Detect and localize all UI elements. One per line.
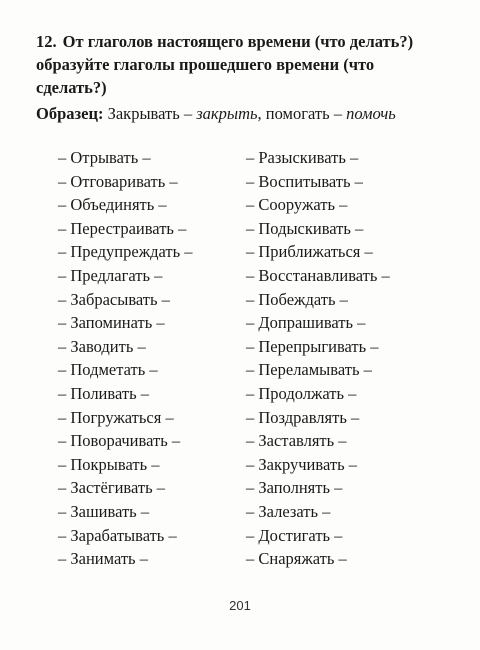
list-item: – Допрашивать –	[246, 313, 366, 333]
list-item: – Поворачивать –	[58, 431, 181, 451]
list-item: – Разыскивать –	[246, 148, 359, 167]
list-item: – Заводить –	[58, 336, 146, 356]
list-item: – Запоминать –	[58, 313, 165, 333]
list-item: – Заставлять –	[246, 431, 347, 451]
list-item: – Закручивать –	[246, 454, 357, 474]
list-item: – Объединять –	[58, 195, 167, 215]
right-verb-column	[246, 146, 390, 571]
list-item: – Зарабатывать –	[58, 525, 177, 545]
exercise-heading	[36, 30, 448, 99]
sample-pair1-result: закрыть	[196, 104, 258, 123]
list-item: – Достигать –	[246, 525, 343, 545]
exercise-number: 12.	[36, 32, 57, 51]
list-item: – Отговаривать –	[58, 171, 178, 191]
list-item: – Погружаться –	[58, 407, 174, 427]
list-item: – Поздравлять –	[246, 407, 360, 427]
list-item: – Воспитывать –	[246, 171, 363, 191]
sample-pair1-base: Закрывать –	[107, 104, 193, 123]
sample-pair2-base: помогать –	[265, 104, 342, 123]
exercise-instruction: От глаголов настоящего времени (что делать?) образуйте глаголы прошедшего времени (что сделать?)	[36, 32, 414, 97]
list-item: – Занимать –	[58, 549, 148, 569]
list-item: – Сооружать –	[246, 195, 348, 215]
list-item: – Отрывать –	[58, 148, 151, 167]
sample-separator: ,	[257, 104, 262, 123]
list-item: – Застёгивать –	[58, 478, 166, 498]
list-item: – Перестраивать –	[58, 218, 187, 238]
list-item: – Предупреждать –	[58, 242, 193, 262]
list-item: – Приближаться –	[246, 242, 373, 262]
sample-label: Образец:	[36, 104, 104, 123]
left-verb-column	[58, 146, 193, 571]
list-item: – Перепрыгивать –	[246, 336, 379, 356]
list-item: – Заполнять –	[246, 478, 343, 498]
list-item: – Подыскивать –	[246, 218, 364, 238]
list-item: – Предлагать –	[58, 265, 163, 285]
list-item: – Подметать –	[58, 360, 158, 380]
list-item: – Продолжать –	[246, 383, 357, 403]
list-item: – Залезать –	[246, 501, 331, 521]
page-number: 201	[229, 598, 251, 613]
list-item: – Побеждать –	[246, 289, 348, 309]
list-item: – Зашивать –	[58, 501, 150, 521]
list-item: – Забрасывать –	[58, 289, 170, 309]
sample-pair2-result: помочь	[346, 104, 396, 123]
sample-line	[36, 103, 456, 125]
list-item: – Поливать –	[58, 383, 149, 403]
list-item: – Снаряжать –	[246, 549, 347, 569]
list-item: – Покрывать –	[58, 454, 160, 474]
list-item: – Восстанавливать –	[246, 265, 390, 285]
list-item: – Переламывать –	[246, 360, 372, 380]
